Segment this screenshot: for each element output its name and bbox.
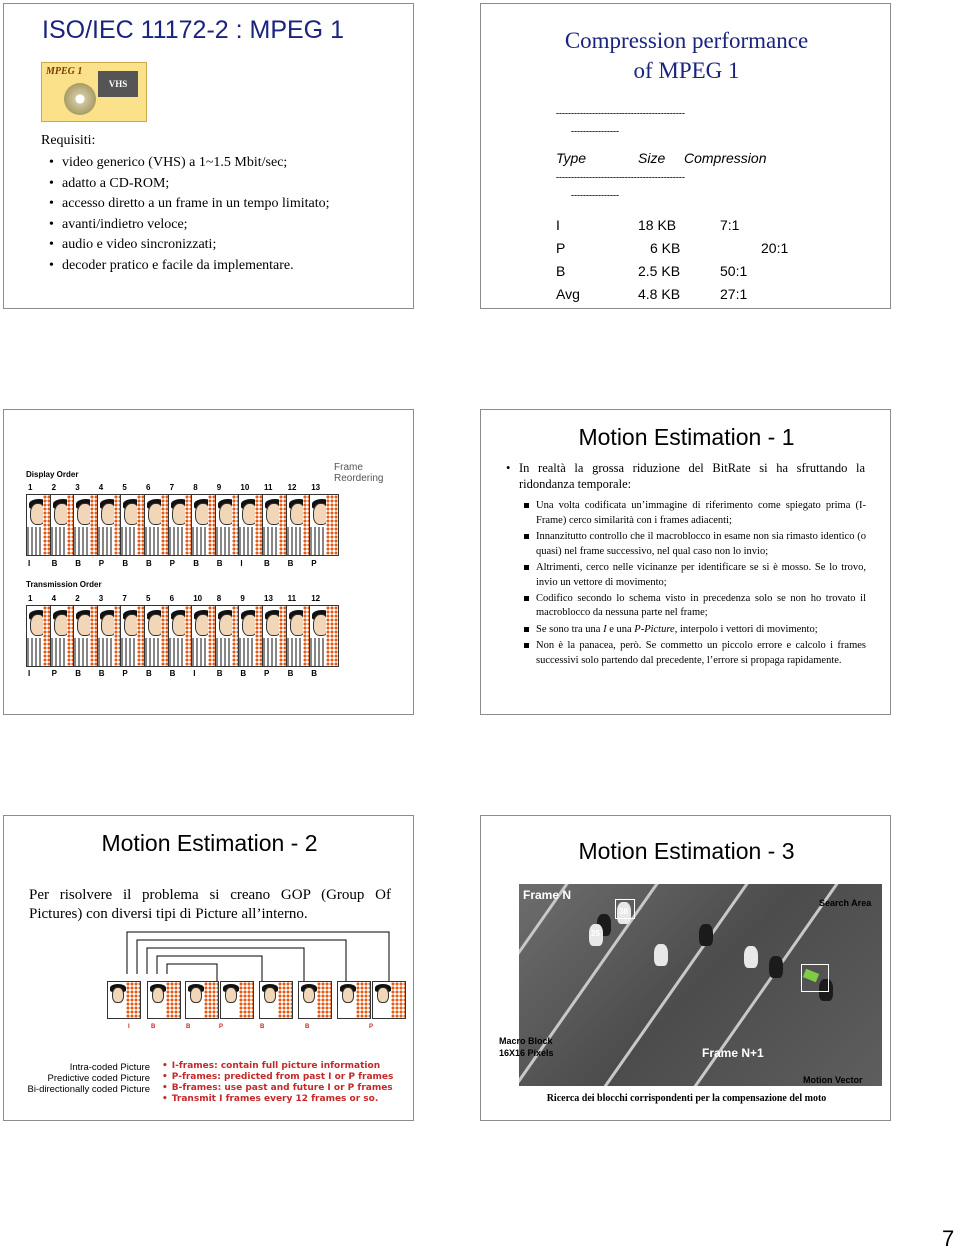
gop-frame-thumbnail bbox=[337, 981, 371, 1019]
frame-type-label: P bbox=[122, 669, 128, 678]
gop-frame-thumbnail bbox=[372, 981, 406, 1019]
frame-type-label: B bbox=[193, 559, 199, 568]
table-cell-compression: 7:1 bbox=[720, 217, 740, 233]
frame-number: 2 bbox=[75, 594, 80, 603]
frame-number: 3 bbox=[75, 483, 80, 492]
frame-number: 8 bbox=[216, 594, 222, 603]
macro-block-box bbox=[615, 899, 635, 919]
frame-type-label: B bbox=[146, 669, 152, 678]
list-item: Altrimenti, cerco nelle vicinanze per identificare se si è mosso. Se lo trovo, invio un vettore di movimento; bbox=[536, 561, 866, 590]
frame-type-label: B bbox=[98, 669, 105, 678]
frame-number: 4 bbox=[98, 483, 104, 492]
frame-type-label: B bbox=[122, 559, 129, 568]
divider: ---------------- bbox=[571, 126, 619, 136]
slide-title: Motion Estimation - 3 bbox=[578, 838, 795, 864]
legend-predictive: Predictive coded Picture bbox=[47, 1073, 150, 1084]
gop-frame-thumbnail bbox=[185, 981, 219, 1019]
frame-number: 7 bbox=[169, 483, 175, 492]
list-item: • avanti/indietro veloce; bbox=[62, 215, 329, 236]
note-i-frames: • I-frames: contain full picture information bbox=[162, 1061, 380, 1071]
frame-type-label: B bbox=[240, 669, 247, 678]
frame-type-label: I bbox=[28, 669, 31, 678]
football-frame-photo bbox=[519, 884, 882, 1086]
list-item: • accesso diretto a un frame in un tempo limitato; bbox=[62, 194, 329, 215]
list-item: Codifico secondo lo schema visto in precedenza solo se non ho trovato il macroblocco da nessuna parte nel frame; bbox=[536, 592, 866, 621]
frame-number: 9 bbox=[216, 483, 222, 492]
slide-title: ISO/IEC 11172-2 : MPEG 1 bbox=[42, 16, 344, 44]
frame-type-label: P bbox=[369, 1024, 374, 1030]
frame-type-label: B bbox=[51, 559, 58, 568]
frame-number: 11 bbox=[264, 483, 273, 492]
slide-motion-estimation-1 bbox=[480, 409, 891, 715]
gop-frame-thumbnail bbox=[107, 981, 141, 1019]
bullet-list bbox=[536, 499, 866, 670]
slide-motion-estimation-3 bbox=[480, 815, 891, 1121]
page-number: 7 bbox=[942, 1226, 955, 1251]
column-header-type: Type bbox=[556, 150, 587, 166]
search-area-label: Search Area bbox=[819, 898, 872, 908]
table-cell-size: 6 KB bbox=[650, 240, 681, 256]
title-line-2: of MPEG 1 bbox=[633, 58, 740, 83]
frame-type-label: B bbox=[146, 559, 152, 568]
list-item: Se sono tra una I e una P-Picture, interpolo i vettori di movimento; bbox=[536, 623, 866, 638]
frame-type-label: B bbox=[264, 559, 270, 568]
macro-block-label: Macro Block bbox=[499, 1036, 553, 1046]
note-transmit: • Transmit I frames every 12 frames or so. bbox=[162, 1094, 378, 1104]
table-cell-compression: 27:1 bbox=[720, 286, 748, 302]
list-item: • adatto a CD-ROM; bbox=[62, 174, 329, 195]
table-cell-type: P bbox=[556, 240, 566, 256]
frame-number: 6 bbox=[146, 483, 151, 492]
frame-type-label: I bbox=[240, 559, 243, 568]
frame-n1-label: Frame N+1 bbox=[702, 1046, 764, 1060]
frame-number: 7 bbox=[122, 594, 127, 603]
requirements-list bbox=[62, 153, 329, 276]
frame-type-label: B bbox=[311, 669, 317, 678]
frame-type-label: B bbox=[186, 1024, 191, 1030]
slide-title: Frame Reordering bbox=[334, 462, 384, 484]
legend-bidirectional: Bi-directionally coded Picture bbox=[27, 1084, 150, 1095]
frame-number: 9 bbox=[240, 594, 245, 603]
macro-size-label: 16X16 Pixels bbox=[499, 1048, 554, 1058]
jersey-number: 25 bbox=[591, 929, 600, 938]
divider: ---------------- bbox=[571, 190, 619, 200]
frame-type-label: I bbox=[193, 669, 196, 678]
frame-number: 12 bbox=[311, 594, 321, 603]
cd-disc-icon bbox=[64, 83, 96, 115]
jersey-number: 38 bbox=[619, 907, 628, 916]
frame-number: 3 bbox=[98, 594, 104, 603]
logo-text: MPEG 1 bbox=[46, 66, 83, 77]
mpeg1-logo bbox=[41, 62, 147, 122]
gop-frame-thumbnail bbox=[259, 981, 293, 1019]
list-item: Una volta codificata un’immagine di riferimento come spiegato prima (I-Frame) cerco similarità con i frames adiacenti; bbox=[536, 499, 866, 528]
frame-type-label: I bbox=[28, 559, 31, 568]
frame-number: 1 bbox=[28, 483, 33, 492]
table-cell-size: 18 KB bbox=[638, 217, 677, 233]
slide-title bbox=[481, 26, 891, 86]
slide-title: Motion Estimation - 1 bbox=[578, 424, 795, 450]
frame-type-label: P bbox=[264, 669, 270, 678]
slide-mpeg1-intro bbox=[3, 3, 414, 309]
gop-frame-thumbnail bbox=[220, 981, 254, 1019]
frame-type-label: B bbox=[75, 559, 81, 568]
frame-type-label: P bbox=[98, 559, 105, 568]
frame-number: 2 bbox=[51, 483, 57, 492]
column-header-compression: Compression bbox=[684, 150, 767, 166]
frame-number: 5 bbox=[122, 483, 127, 492]
frame-type-label: B bbox=[305, 1024, 310, 1030]
display-order-label: Display Order bbox=[26, 470, 79, 479]
frame-type-label: I bbox=[128, 1024, 130, 1030]
divider: ------------------------------------------- bbox=[556, 108, 685, 118]
frame-type-label: B bbox=[169, 669, 176, 678]
table-cell-type: Avg bbox=[556, 286, 580, 302]
slide-motion-estimation-2 bbox=[3, 815, 414, 1121]
list-item: • video generico (VHS) a 1~1.5 Mbit/sec; bbox=[62, 153, 329, 174]
intro-paragraph: • In realtà la grossa riduzione del BitRate si ha sfruttando la ridondanza temporale: bbox=[519, 460, 865, 492]
frame-type-label: P bbox=[51, 669, 57, 678]
table-cell-size: 2.5 KB bbox=[638, 263, 681, 279]
list-item: • audio e video sincronizzati; bbox=[62, 235, 329, 256]
frame-number: 13 bbox=[311, 483, 321, 492]
frame-number: 6 bbox=[169, 594, 175, 603]
table-cell-size: 4.8 KB bbox=[638, 286, 681, 302]
frame-type-label: B bbox=[151, 1024, 156, 1030]
frame-number: 8 bbox=[193, 483, 198, 492]
divider: ------------------------------------------- bbox=[556, 172, 685, 182]
list-item: Non è la panacea, però. Se commetto un piccolo errore e calcolo i frames successivi solo partendo dal precedente, l’errore si propaga rapidamente. bbox=[536, 639, 866, 668]
frame-type-label: P bbox=[169, 559, 175, 568]
frame-number: 13 bbox=[264, 594, 273, 603]
slide-compression-performance bbox=[480, 3, 891, 309]
requirements-label: Requisiti: bbox=[41, 133, 96, 148]
table-cell-type: I bbox=[556, 217, 560, 233]
video-frame-thumbnail bbox=[309, 605, 339, 667]
frame-type-label: B bbox=[287, 669, 294, 678]
frame-type-label: B bbox=[287, 559, 294, 568]
frame-type-label: B bbox=[260, 1024, 265, 1030]
frame-number: 4 bbox=[51, 594, 57, 603]
list-item: • decoder pratico e facile da implementare. bbox=[62, 256, 329, 277]
legend-intra: Intra-coded Picture bbox=[69, 1062, 150, 1073]
frame-number: 10 bbox=[240, 483, 250, 492]
frame-number: 11 bbox=[287, 594, 297, 603]
frame-type-label: B bbox=[75, 669, 81, 678]
frame-number: 5 bbox=[146, 594, 151, 603]
vhs-tape-icon: VHS bbox=[98, 71, 138, 97]
frame-number: 10 bbox=[193, 594, 203, 603]
note-b-frames: • B-frames: use past and future I or P frames bbox=[162, 1083, 393, 1093]
frame-type-label: P bbox=[311, 559, 317, 568]
slide-frame-reordering bbox=[3, 409, 414, 715]
table-cell-compression: 50:1 bbox=[720, 263, 748, 279]
title-line-1: Compression performance bbox=[564, 28, 809, 53]
frame-type-label: P bbox=[219, 1024, 224, 1030]
frame-n-label: Frame N bbox=[523, 888, 572, 902]
column-header-size: Size bbox=[638, 150, 666, 166]
note-p-frames: • P-frames: predicted from past I or P frames bbox=[162, 1072, 393, 1082]
body-paragraph: Per risolvere il problema si creano GOP (Group Of Pictures) con diversi tipi di Picture all’interno. bbox=[29, 887, 391, 922]
slide-title: Motion Estimation - 2 bbox=[101, 830, 318, 856]
frame-number: 12 bbox=[287, 483, 297, 492]
table-cell-type: B bbox=[556, 263, 566, 279]
list-item: Innanzitutto controllo che il macroblocco in esame non sia rimasto identico (o quasi) nel frame successivo, nel qual caso non lo invio; bbox=[536, 530, 866, 559]
table-cell-compression: 20:1 bbox=[761, 240, 789, 256]
video-frame-thumbnail bbox=[309, 494, 339, 556]
motion-vector-label: Motion Vector bbox=[803, 1075, 863, 1085]
transmission-order-label: Transmission Order bbox=[26, 580, 102, 589]
gop-frame-thumbnail bbox=[298, 981, 332, 1019]
frame-type-label: B bbox=[216, 559, 223, 568]
frame-type-label: B bbox=[216, 669, 223, 678]
gop-frame-thumbnail bbox=[147, 981, 181, 1019]
frame-number: 1 bbox=[28, 594, 33, 603]
caption: Ricerca dei blocchi corrispondenti per la compensazione del moto bbox=[546, 1093, 827, 1104]
